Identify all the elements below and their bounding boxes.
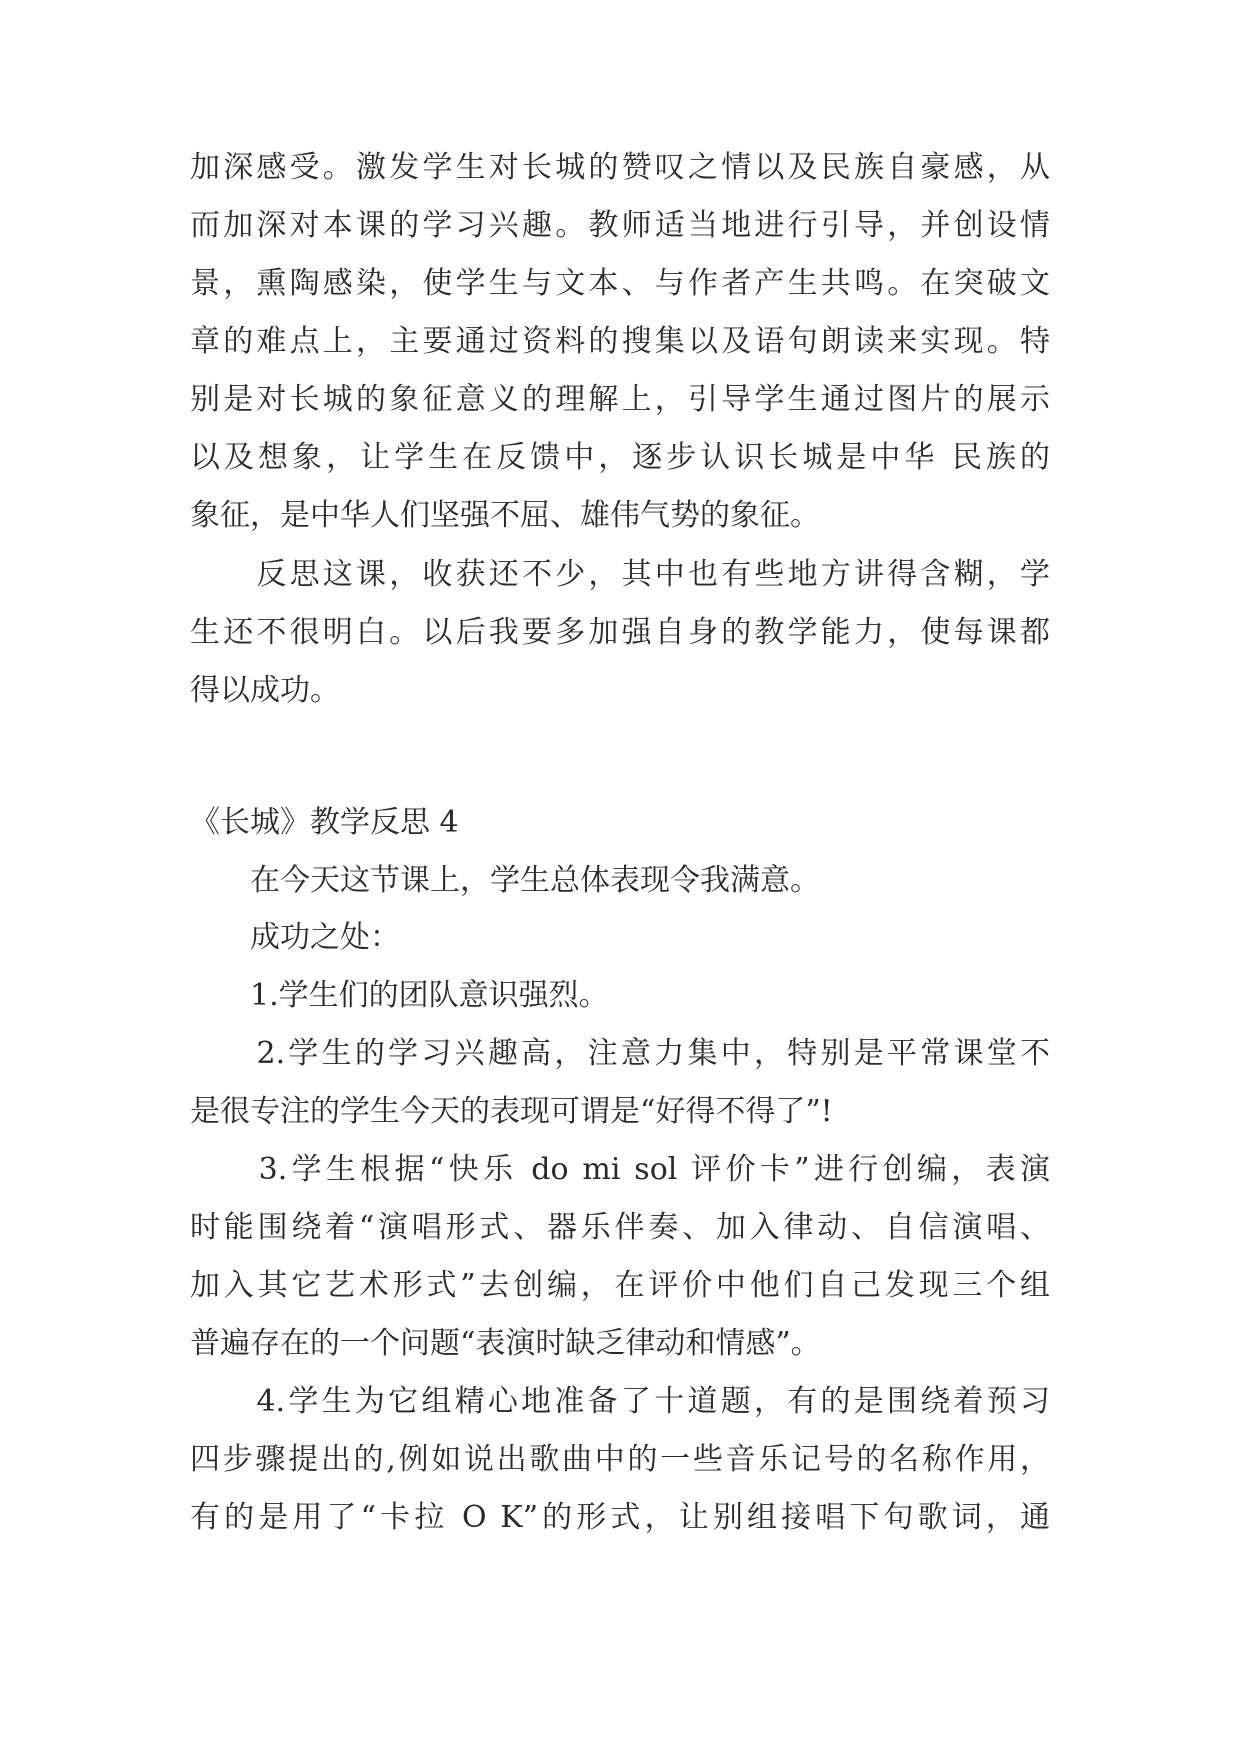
list-item-3-line: 时能围绕着“演唱形式、器乐伴奏、加入律动、自信演唱、 — [190, 1210, 1050, 1245]
text-line: 得以成功。 — [190, 673, 340, 708]
intro-line: 在今天这节课上，学生总体表现令我满意。 — [190, 863, 820, 898]
text-line: 以及想象，让学生在反馈中，逐步认识长城是中华 民族的 — [190, 440, 1050, 475]
list-item-3-line: 3.学生根据“快乐 do mi sol 评价卡”进行创编，表演 — [190, 1152, 1050, 1187]
success-heading: 成功之处： — [190, 920, 400, 955]
list-item-3-line: 加入其它艺术形式”去创编，在评价中他们自己发现三个组 — [190, 1268, 1050, 1303]
list-item-4-line: 四步骤提出的,例如说出歌曲中的一些音乐记号的名称作用， — [190, 1442, 1050, 1477]
text-line: 章的难点上，主要通过资料的搜集以及语句朗读来实现。特 — [190, 324, 1050, 359]
list-item-3-line: 普遍存在的一个问题“表演时缺乏律动和情感”。 — [190, 1326, 821, 1361]
text-line: 别是对长城的象征意义的理解上，引导学生通过图片的展示 — [190, 382, 1050, 417]
text-line: 生还不很明白。以后我要多加强自身的教学能力，使每课都 — [190, 615, 1050, 650]
list-item-2-line: 2.学生的学习兴趣高，注意力集中，特别是平常课堂不 — [190, 1036, 1050, 1071]
text-line: 加深感受。激发学生对长城的赞叹之情以及民族自豪感，从 — [190, 150, 1050, 185]
list-item-4-line: 有的是用了“卡拉 O K”的形式，让别组接唱下句歌词，通 — [190, 1500, 1050, 1535]
text-line: 反思这课，收获还不少，其中也有些地方讲得含糊，学 — [190, 557, 1050, 592]
text-line: 景，熏陶感染，使学生与文本、与作者产生共鸣。在突破文 — [190, 266, 1050, 301]
list-item-2-line: 是很专注的学生今天的表现可谓是“好得不得了”! — [190, 1094, 833, 1129]
section-title: 《长城》教学反思 4 — [190, 805, 459, 840]
list-item-1: 1.学生们的团队意识强烈。 — [190, 978, 609, 1013]
text-line: 而加深对本课的学习兴趣。教师适当地进行引导，并创设情 — [190, 208, 1050, 243]
text-line: 象征，是中华人们坚强不屈、雄伟气势的象征。 — [190, 498, 820, 533]
list-item-4-line: 4.学生为它组精心地准备了十道题，有的是围绕着预习 — [190, 1384, 1050, 1419]
